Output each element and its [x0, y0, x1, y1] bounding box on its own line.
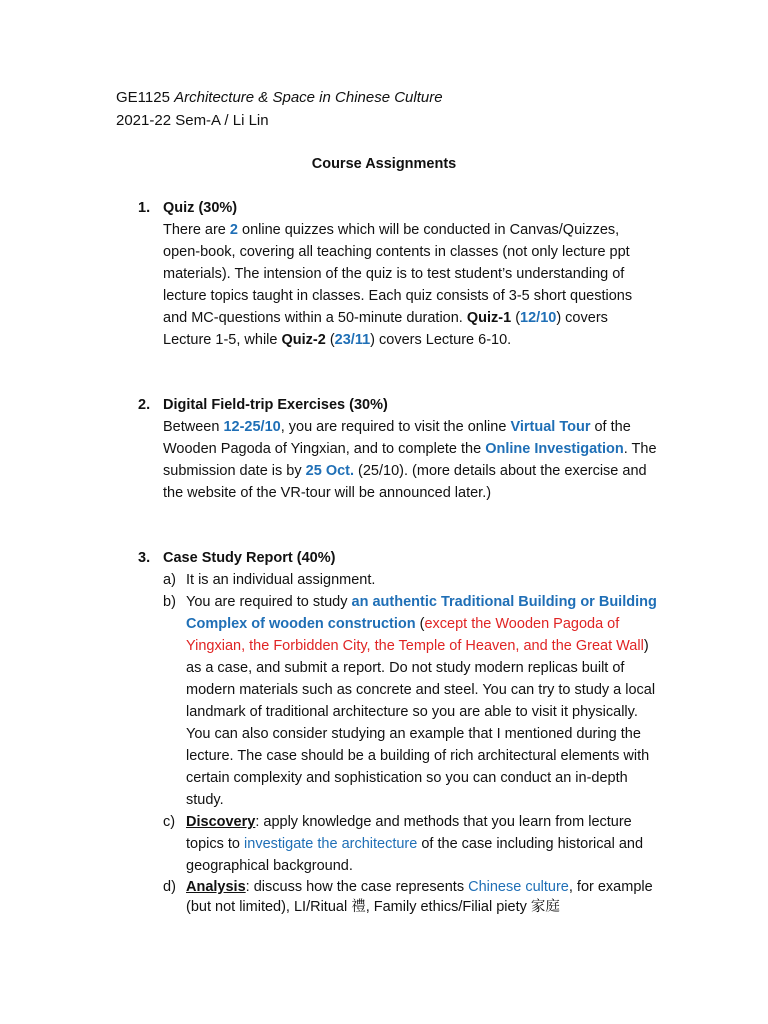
list-item: d) Analysis: discuss how the case represents Chinese culture, for example (but not limited), LI/Ritual 禮, Family ethics/Filial piety 家庭 — [163, 879, 653, 915]
investigate-link: investigate the architecture — [244, 836, 418, 852]
quiz-2-date: 23/11 — [334, 332, 371, 348]
section-heading-casestudy: 3. Case Study Report (40%) — [138, 550, 336, 566]
section-fieldtrip — [138, 394, 658, 504]
quiz-2-label: Quiz-2 — [281, 332, 326, 348]
quiz-1-date: 12/10 — [520, 310, 557, 326]
page-title: Course Assignments — [311, 156, 457, 172]
online-investigation-link: Online Investigation — [485, 441, 624, 457]
analysis-label: Analysis — [186, 879, 246, 895]
virtual-tour-link: Virtual Tour — [510, 419, 591, 435]
section-heading-quiz: 1. Quiz (30%) — [138, 200, 238, 216]
course-name: Architecture & Space in Chinese Culture — [174, 89, 443, 106]
fieldtrip-due-date: 25 Oct. — [305, 463, 355, 479]
section-casestudy — [138, 547, 658, 917]
section-body-quiz: There are 2 online quizzes which will be conducted in Canvas/Quizzes, open-book, covering all teaching contents in classes (not only lecture ppt materials). The intension of the quiz is to test student’s understanding of lecture topics taught in classes. Each quiz consists of 3-5 short questions and MC-questions within a 50-minute duration. Quiz-1 (12/10) covers Lecture 1-5, while Quiz-2 (23/11) covers Lecture 6-10. — [163, 222, 633, 348]
fieldtrip-dates: 12-25/10 — [223, 419, 281, 435]
section-quiz — [138, 197, 658, 351]
quiz-count: 2 — [229, 222, 238, 238]
semester-line: 2021-22 Sem-A / Li Lin — [116, 112, 269, 129]
case-exceptions: except the Wooden Pagoda of Yingxian, the Forbidden City, the Temple of Heaven, and the Great Wall — [186, 616, 644, 654]
section-body-fieldtrip: Between 12-25/10, you are required to visit the online Virtual Tour of the Wooden Pagoda of Yingxian, and to complete the Online Investigation. The submission date is by 25 Oct. (25/10). (more details about the exercise and the website of the VR-tour will be announced later.) — [163, 419, 657, 501]
list-item: a) It is an individual assignment. — [163, 572, 376, 588]
course-header — [116, 87, 443, 109]
section-heading-fieldtrip: 2. Digital Field-trip Exercises (30%) — [138, 397, 388, 413]
list-item: b) You are required to study an authentic Traditional Building or Building Complex of wooden construction (except the Wooden Pagoda of Yingxian, the Forbidden City, the Temple of Heaven, and the Great Wall) as a case, and submit a report. Do not study modern replicas built of modern materials such as concrete and steel. You can try to study a local landmark of traditional architecture so you are able to visit it physically. You can also consider studying an example that I mentioned during the lecture. The case should be a building of rich architectural elements with certain complexity and sophistication so you can conduct an in-depth study. — [163, 594, 657, 808]
casestudy-list — [163, 569, 658, 917]
list-item: c) Discovery: apply knowledge and methods that you learn from lecture topics to investigate the architecture of the case including historical and geographical background. — [163, 814, 644, 874]
case-requirement-highlight: an authentic Traditional Building or Building Complex of wooden construction — [186, 594, 657, 632]
chinese-culture-link: Chinese culture — [468, 879, 569, 895]
discovery-label: Discovery — [186, 814, 256, 830]
course-code: GE1125 — [116, 89, 170, 106]
quiz-1-label: Quiz-1 — [466, 310, 512, 326]
